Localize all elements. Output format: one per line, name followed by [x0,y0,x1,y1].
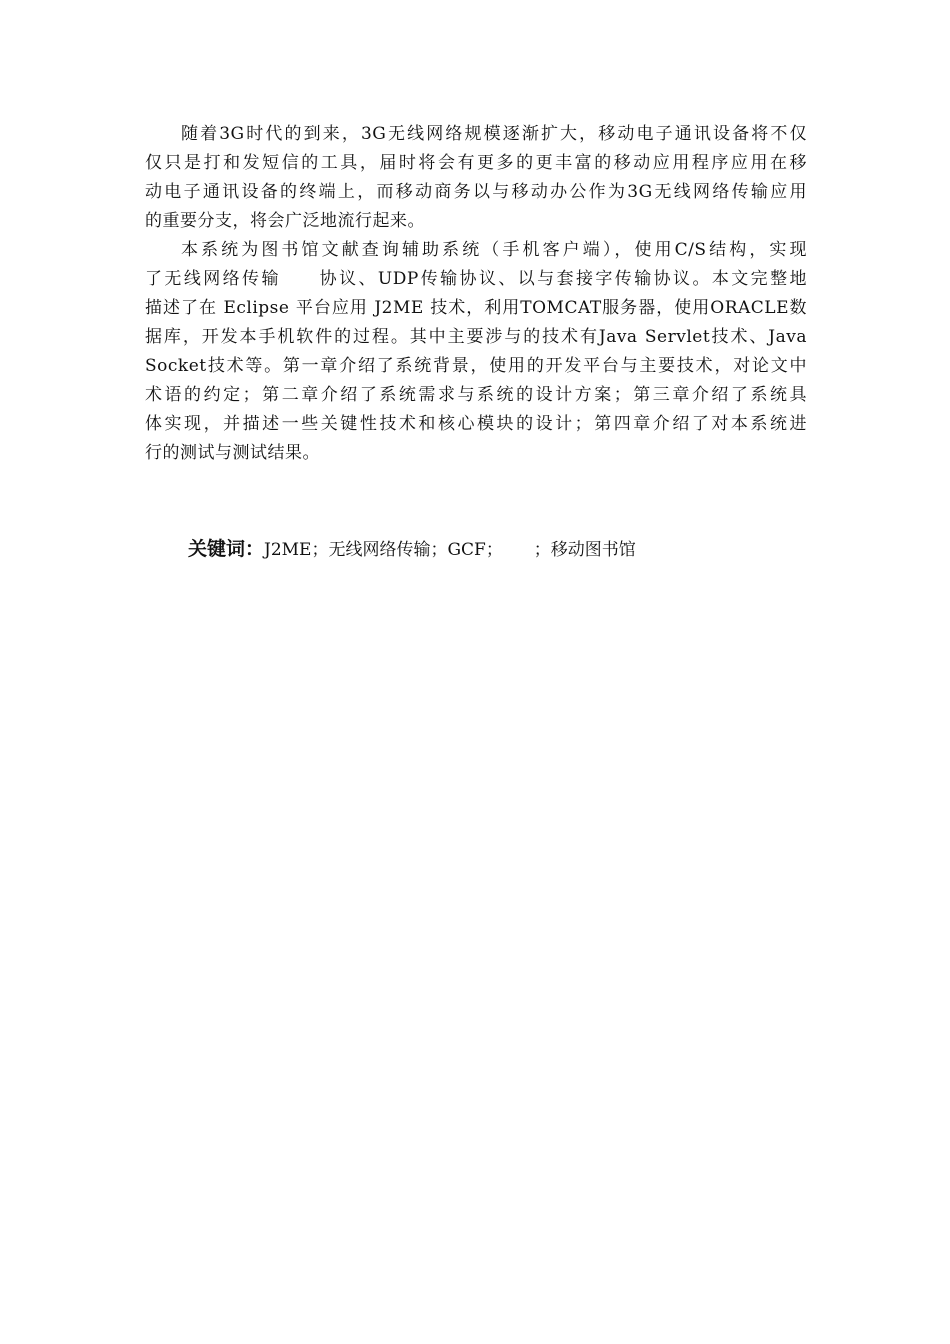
paragraph-line: 描述了在 Eclipse 平台应用 J2ME 技术，利用TOMCAT服务器，使用ORACLE数 [145,298,807,318]
abstract-body [145,120,807,468]
keywords-line [188,534,636,564]
paragraph-line: 据库，开发本手机软件的过程。其中主要涉与的技术有Java Servlet技术、Java [145,327,807,347]
paragraph-line: 仅只是打和发短信的工具，届时将会有更多的更丰富的移动应用程序应用在移 [145,153,807,173]
paragraph-line: 术语的约定；第二章介绍了系统需求与系统的设计方案；第三章介绍了系统具 [145,385,807,405]
paragraph-line: 本系统为图书馆文献查询辅助系统（手机客户端），使用C/S结构，实现 [181,240,807,260]
paragraph-line: Socket技术等。第一章介绍了系统背景，使用的开发平台与主要技术，对论文中 [145,356,807,376]
keywords-text: J2ME；无线网络传输；GCF； ；移动图书馆 [264,540,636,560]
paragraph-line: 随着3G时代的到来，3G无线网络规模逐渐扩大，移动电子通讯设备将不仅 [181,124,807,144]
paragraph-line: 了无线网络传输 协议、UDP传输协议、以与套接字传输协议。本文完整地 [145,269,807,289]
paragraph-2 [145,236,807,468]
paragraph-line: 体实现，并描述一些关键性技术和核心模块的设计；第四章介绍了对本系统进 [145,414,807,434]
paragraph-line: 的重要分支，将会广泛地流行起来。 [145,211,425,231]
paragraph-line: 行的测试与测试结果。 [145,443,320,463]
paragraph-line: 动电子通讯设备的终端上，而移动商务以与移动办公作为3G无线网络传输应用 [145,182,807,202]
keywords-label: 关键词： [188,538,265,560]
paragraph-1 [145,120,807,236]
